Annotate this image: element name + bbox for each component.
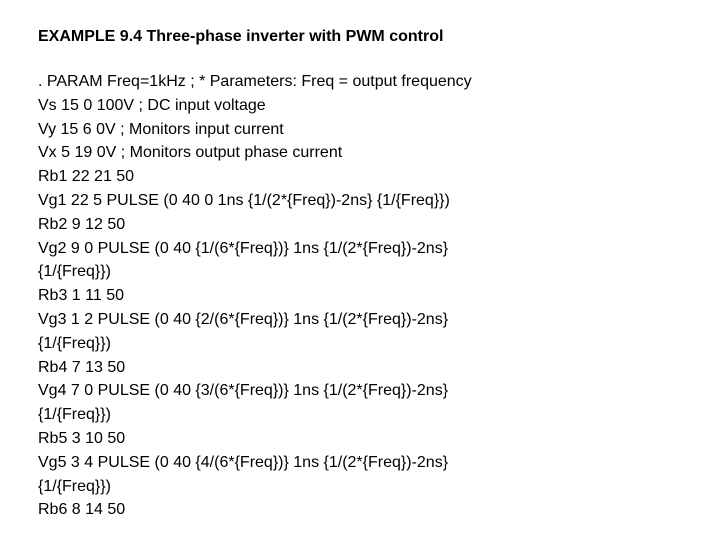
netlist-line: Vy 15 6 0V ; Monitors input current (38, 120, 284, 138)
netlist-line: Vg4 7 0 PULSE (0 40 {3/(6*{Freq})} 1ns {1/(2*{Freq})-2ns} (38, 382, 449, 400)
netlist-line: Rb5 3 10 50 (38, 429, 126, 447)
netlist-line: {1/{Freq}}) (38, 334, 111, 352)
netlist-line: Vg2 9 0 PULSE (0 40 {1/(6*{Freq})} 1ns {1/(2*{Freq})-2ns} (38, 239, 449, 257)
netlist-line: {1/{Freq}}) (38, 477, 111, 495)
netlist-line: Rb4 7 13 50 (38, 358, 126, 376)
netlist-line: Rb1 22 21 50 (38, 168, 135, 186)
document-page (38, 24, 708, 522)
netlist-block (38, 70, 708, 522)
netlist-line: {1/{Freq}}) (38, 406, 111, 424)
netlist-line: Vx 5 19 0V ; Monitors output phase current (38, 144, 343, 162)
netlist-line: . PARAM Freq=1kHz ; * Parameters: Freq = output frequency (38, 73, 472, 90)
netlist-line: Rb2 9 12 50 (38, 215, 126, 233)
netlist-line: Rb3 1 11 50 (38, 287, 124, 305)
netlist-line: Vg3 1 2 PULSE (0 40 {2/(6*{Freq})} 1ns {1/(2*{Freq})-2ns} (38, 310, 449, 328)
netlist-line: Vg5 3 4 PULSE (0 40 {4/(6*{Freq})} 1ns {1/(2*{Freq})-2ns} (38, 453, 449, 471)
page-title: EXAMPLE 9.4 Three-phase inverter with PWM control (38, 28, 444, 45)
netlist-line: Vg1 22 5 PULSE (0 40 0 1ns {1/(2*{Freq})-2ns} {1/{Freq}}) (38, 191, 450, 209)
netlist-line: {1/{Freq}}) (38, 263, 111, 281)
netlist-line: Rb6 8 14 50 (38, 501, 126, 519)
netlist-line: Vs 15 0 100V ; DC input voltage (38, 96, 266, 114)
